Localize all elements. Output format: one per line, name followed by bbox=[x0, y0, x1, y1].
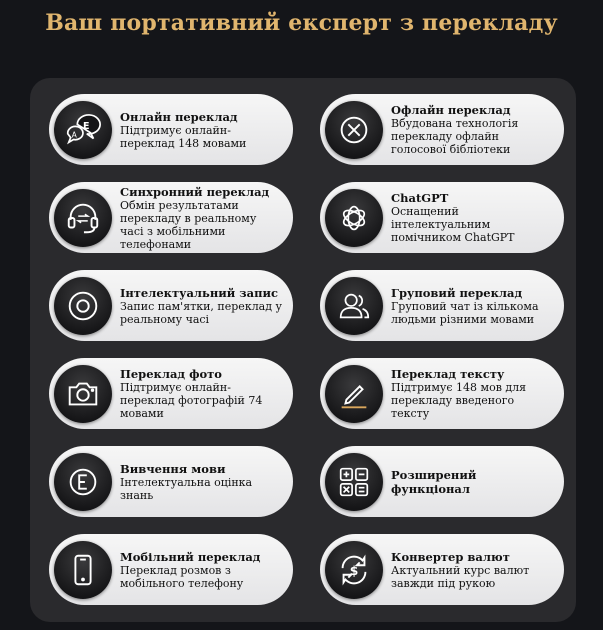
feature-desc: Підтримує онлайн-переклад 148 мовами bbox=[120, 123, 247, 150]
feature-desc: Підтримує онлайн-переклад фотографій 74 мовами bbox=[120, 381, 263, 420]
feature-card-smart-recording bbox=[49, 270, 293, 341]
feature-desc: Груповий чат із кількома людьми різними мовами bbox=[391, 299, 539, 326]
feature-desc: Підтримує 148 мов для перекладу введеного тексту bbox=[391, 381, 527, 420]
feature-title: Мобільний переклад bbox=[120, 549, 261, 564]
feature-title: Інтелектуальний запис bbox=[120, 285, 279, 300]
feature-title: Переклад тексту bbox=[391, 367, 505, 381]
features-grid bbox=[49, 94, 564, 605]
feature-card-text-translation bbox=[320, 358, 564, 429]
smartphone-icon bbox=[54, 541, 112, 599]
feature-desc: Обмін результатами перекладу в реальному часі з мобільними телефонами bbox=[120, 198, 257, 251]
speech-bubbles-icon bbox=[54, 101, 112, 159]
feature-card-mobile-translation bbox=[49, 534, 293, 605]
feature-title: Переклад фото bbox=[120, 367, 222, 381]
feature-title: ChatGPT bbox=[391, 191, 449, 205]
feature-desc: Інтелектуальна оцінка знань bbox=[120, 475, 253, 502]
feature-title: Розширений функціонал bbox=[391, 467, 477, 496]
feature-title: Конвертер валют bbox=[391, 549, 510, 564]
svg-text:$: $ bbox=[349, 563, 359, 578]
feature-title: Офлайн переклад bbox=[391, 103, 511, 117]
svg-text:A: A bbox=[71, 130, 77, 140]
feature-card-currency-converter bbox=[320, 534, 564, 605]
svg-text:E: E bbox=[83, 120, 90, 132]
feature-card-offline-translation bbox=[320, 94, 564, 165]
feature-card-group-translation bbox=[320, 270, 564, 341]
feature-card-language-learning bbox=[49, 446, 293, 517]
feature-title: Синхронний переклад bbox=[120, 184, 270, 199]
record-icon bbox=[54, 277, 112, 335]
feature-title: Груповий переклад bbox=[391, 285, 523, 300]
feature-title: Онлайн переклад bbox=[120, 109, 238, 124]
features-panel bbox=[30, 78, 576, 622]
feature-desc: Оснащений інтелектуальним помічником ChatGPT bbox=[391, 205, 515, 244]
pen-icon bbox=[325, 365, 383, 423]
group-users-icon bbox=[325, 277, 383, 335]
letter-e-icon bbox=[54, 453, 112, 511]
feature-card-simultaneous-translation bbox=[49, 182, 293, 253]
feature-desc: Вбудована технологія перекладу офлайн голосової бібліотеки bbox=[391, 117, 519, 156]
feature-desc: Актуальний курс валют завжди під рукою bbox=[391, 563, 530, 590]
feature-desc: Запис пам'ятки, переклад у реальному часі bbox=[120, 299, 282, 326]
headset-icon bbox=[54, 189, 112, 247]
feature-desc: Переклад розмов з мобільного телефону bbox=[120, 563, 244, 590]
currency-exchange-icon bbox=[325, 541, 383, 599]
camera-icon bbox=[54, 365, 112, 423]
feature-card-chatgpt bbox=[320, 182, 564, 253]
close-circle-icon bbox=[325, 101, 383, 159]
feature-card-extended-functionality bbox=[320, 446, 564, 517]
feature-card-photo-translation bbox=[49, 358, 293, 429]
calculator-icon bbox=[325, 453, 383, 511]
feature-card-online-translation bbox=[49, 94, 293, 165]
page-title: Ваш портативний експерт з перекладу bbox=[45, 10, 558, 36]
chatgpt-logo-icon bbox=[325, 189, 383, 247]
feature-title: Вивчення мови bbox=[120, 461, 226, 476]
